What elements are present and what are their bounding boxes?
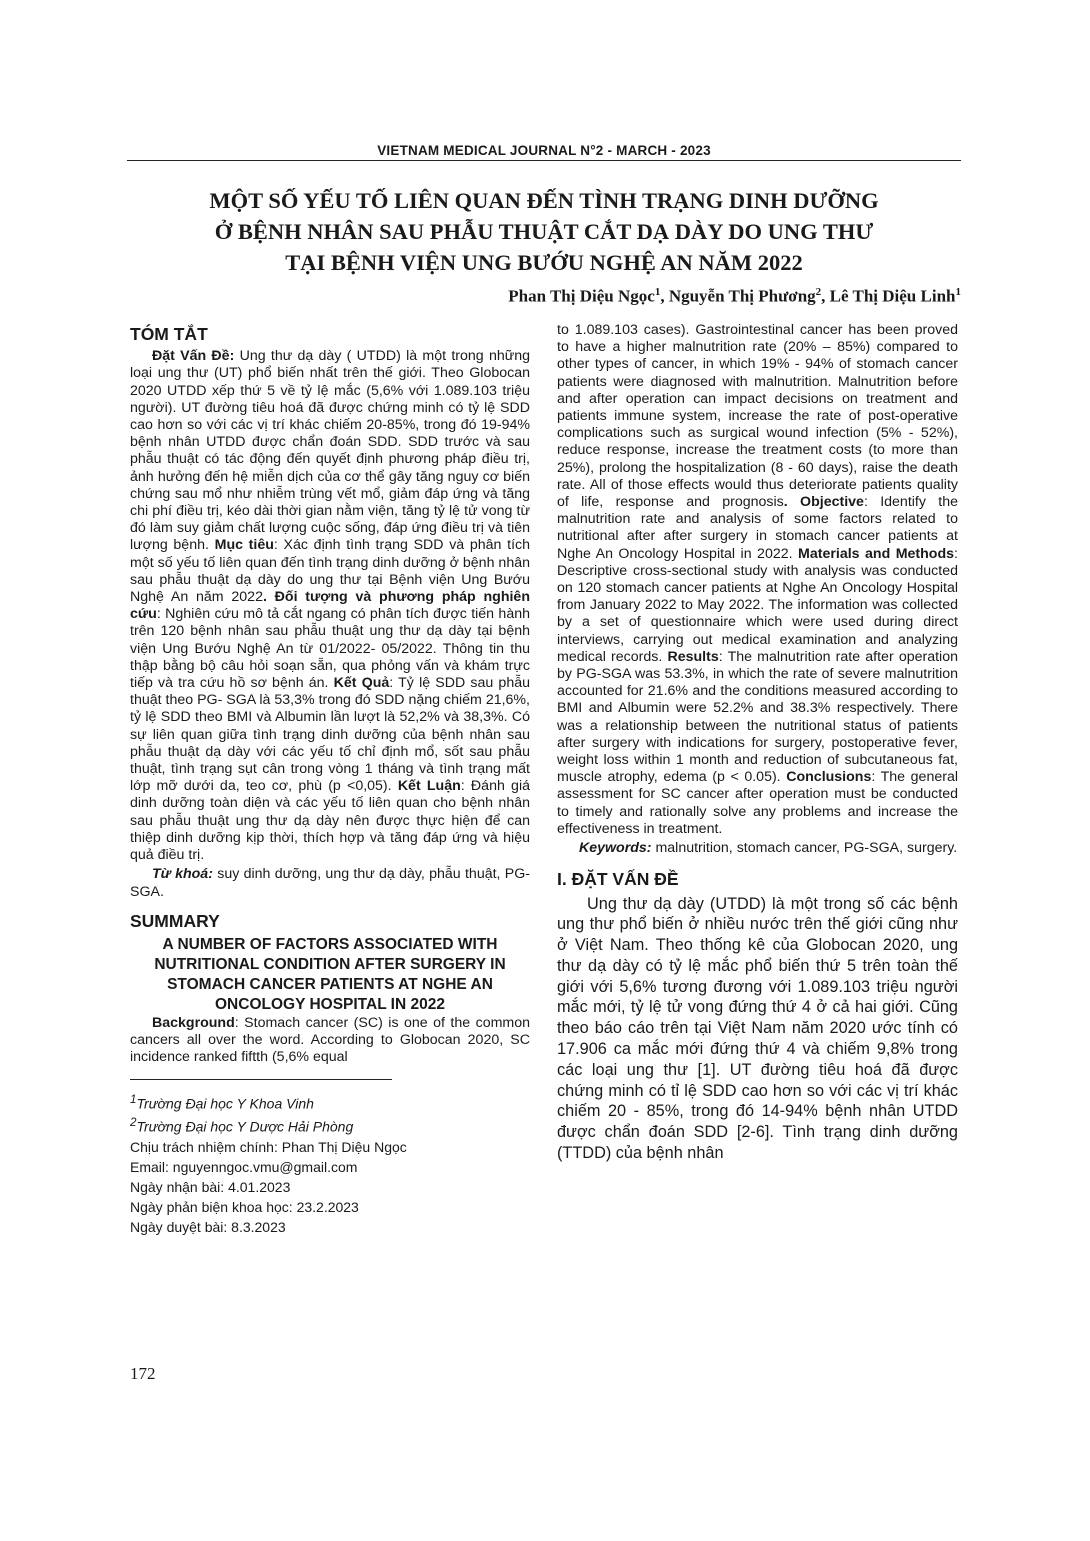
text-objective-vi: : Xác định tình trạng SDD và phân tích một số yếu tố liên quan đến tình trạng dinh dưỡng ở bệnh nhân sau phẫu thuật dạ dày do ung thư tại Bệnh viện Ung Bướu Nghệ An năm 2022: [130, 537, 531, 606]
footnote-received: Ngày nhận bài: 4.01.2023: [130, 1178, 291, 1195]
footnote-responsible: Chịu trách nhiệm chính: Phan Thị Diệu Ngọc: [130, 1138, 407, 1155]
label-keywords-vi: Từ khoá:: [152, 866, 213, 883]
text-objective-en: : Identify the malnutrition rate and analysis of some factors related to nutritional after after surgery in stomach cancer patients at Nghe An Oncology Hospital in 2022.: [557, 494, 958, 562]
author-2-affil: 2: [815, 286, 822, 298]
label-conclusions-en: Conclusions: [786, 769, 872, 786]
label-keywords-en: Keywords:: [579, 840, 652, 857]
footnote-rule: [130, 1079, 392, 1080]
text-methods-vi: : Nghiên cứu mô tả cắt ngang có phân tích được tiến hành trên 120 bệnh nhân sau phẫu thuật ung thư dạ dày tại bệnh viện Ung Bướu Nghệ An từ 01/2022- 05/2022. Thông tin thu thập bằng bộ câu hỏi soạn sẵn, qua phỏng vấn và khám trực tiếp và tra cứu hồ sơ bệnh án.: [130, 606, 530, 692]
label-background-vi: Đặt Vấn Đề:: [152, 348, 235, 365]
intro-heading: I. ĐẶT VẤN ĐỀ: [557, 869, 679, 890]
label-results-en: Results: [667, 648, 719, 665]
text-keywords-vi: suy dinh dưỡng, ung thư dạ dày, phẫu thuật, PG- SGA.: [130, 866, 531, 900]
label-methods-en: Materials and Methods: [798, 545, 955, 562]
text-results-en: : The malnutrition rate after operation by PG-SGA was 53.3%, in which the rate of severe malnutrition accounted for 21.6% and the conditions measured according to BMI and Albumin were 52.2% and 38.3% respectively. There was a relationship between the nutritional status of patients after surgery with indications for surgery, postoperative fever, weight loss within 1 month and reduction of subcutaneous fat, muscle atrophy, edema (p < 0.05).: [557, 648, 958, 786]
left-column: [130, 322, 530, 1237]
label-results-vi: Kết Quả: [333, 675, 390, 692]
page-number: 172: [130, 1364, 156, 1383]
author-3: Lê Thị Diệu Linh: [829, 286, 956, 306]
title-line-3: TẠI BỆNH VIỆN UNG BƯỚU NGHỆ AN NĂM 2022: [285, 250, 803, 275]
keywords-en: [557, 840, 958, 857]
title-line-1: MỘT SỐ YẾU TỐ LIÊN QUAN ĐẾN TÌNH TRẠNG DINH DƯỠNG: [209, 188, 879, 213]
text-conclusions-en: : The general assessment for SC cancer after operation must be conducted to timely and rationally solve any problems and increase the effectiveness in treatment.: [557, 769, 958, 837]
summary-vi-heading: TÓM TẮT: [130, 324, 208, 344]
text-methods-en: : Descriptive cross-sectional study with analysis was conducted on 120 stomach cancer patients at Nghe An Oncology Hospital from January 2022 to May 2022. The information was collected by a set of questionnaire which were used during direct interviews, carrying out medical examination and analyzing medical records.: [557, 545, 958, 665]
summary-en-title: A NUMBER OF FACTORS ASSOCIATED WITH NUTRITIONAL CONDITION AFTER SURGERY IN STOMACH CANCER PATIENTS AT NGHE AN ONCOLOGY HOSPITAL IN 2022: [154, 935, 506, 1013]
footnote-email: Email: nguyenngoc.vmu@gmail.com: [130, 1158, 358, 1175]
intro-paragraph: Ung thư dạ dày (UTDD) là một trong số các bệnh ung thư phổ biến ở nhiều nước trên thế giới cũng như ở Việt Nam. Theo thống kê của Globocan 2020, ung thư dạ dày có tỷ lệ mắc phổ biến thứ 5 trên toàn thế giới với 5,6% tương đương với 1.089.103 triệu người mắc mới, tỷ lệ tử vong đứng thứ 4 ở cả hai giới. Cũng theo báo cáo trên tại Việt Nam năm 2020 ước tính có 17.906 ca mắc mới đứng thứ 4 và chiếm 9,8% trong các loại ung thư [1]. UT đường tiêu hoá đã được chứng minh có tỉ lệ SDD cao hơn so với các vị trí khác chiếm 20 - 85%, trong đó 14-94% bệnh nhân UTDD được chẩn đoán SDD [2-6]. Tình trạng dinh dưỡng (TTDD) của bệnh nhân: [557, 894, 958, 1163]
footnote-affil-1-mark: 1: [130, 1092, 137, 1106]
footnote-affil-2-text: Trường Đại học Y Dược Hải Phòng: [136, 1118, 354, 1135]
author-sep: ,: [821, 286, 830, 306]
footnote-reviewed: Ngày phản biện khoa học: 23.2.2023: [130, 1198, 359, 1215]
text-background-en-part1: : Stomach cancer (SC) is one of the common cancers all over the word. According to Globocan 2020, SC incidence ranked fiftth (5,6% equal: [130, 1014, 530, 1066]
title-line-2: Ở BỆNH NHÂN SAU PHẪU THUẬT CẮT DẠ DÀY DO UNG THƯ: [214, 219, 874, 244]
text-conclusion-vi: : Đánh giá dinh dưỡng toàn diện và các yếu tố liên quan cho bệnh nhân sau phẫu thuật ung thư dạ dày nên được thực hiện để can thiệp dinh dưỡng kịp thời, thích hợp và tăng đáp ứng và hiệu quả điều trị.: [130, 778, 530, 864]
footnote-affil-2-mark: 2: [130, 1116, 137, 1130]
label-methods-vi: . Đối tượng và phương pháp nghiên cứu: [130, 589, 530, 623]
label-objective-en: . Objective: [783, 494, 864, 511]
label-background-en: Background: [152, 1014, 235, 1031]
journal-header: VIETNAM MEDICAL JOURNAL N°2 - MARCH - 2023: [377, 143, 711, 158]
text-results-vi: : Tỷ lệ SDD sau phẫu thuật theo PG- SGA là 53,3% trong đó SDD nặng chiếm 21,6%, tỷ lệ SDD theo BMI và Albumin lần lượt là 52,2% và 38,3%. Có sự liên quan giữa tình trạng dinh dưỡng của bệnh nhân sau phẫu thuật dạ dày với các yếu tố chỉ định mổ, sốt sau phẫu thuật, tình trạng sụt cân trong vòng 1 tháng và tình trạng mất lớp mỡ dưới da, teo cơ, phù (p <0,05).: [130, 675, 530, 795]
article-title: [127, 185, 961, 278]
footnote-approved: Ngày duyệt bài: 8.3.2023: [130, 1218, 286, 1235]
keywords-vi: [130, 866, 530, 900]
footnote-affil-2: [130, 1113, 530, 1137]
footnote-affil-1: [130, 1090, 530, 1114]
text-keywords-en: malnutrition, stomach cancer, PG-SGA, surgery.: [651, 840, 958, 857]
summary-en-heading: SUMMARY: [130, 910, 220, 931]
author-2: Nguyễn Thị Phương: [668, 286, 816, 306]
summary-en-abstract-part1: [130, 1015, 530, 1067]
right-column: [557, 322, 958, 1164]
author-3-affil: 1: [955, 286, 961, 298]
text-background-en-part2: to 1.089.103 cases). Gastrointestinal cancer has been proved to have a higher malnutrition rate (20% – 85%) compared to other types of cancer, in which 19% - 94% of stomach cancer patients were diagnosed with malnutrition. Malnutrition before and after operation can impact decisions on treatment and patients immune system, increase the rate of post-operative complications such as surgical wound infection (5% - 52%), reduce response, increase the treatment costs (to more than 25%), prolong the hospitalization (8 - 60 days), raise the death rate. All of those effects would thus deteriorate patients quality of life, response and prognosis: [557, 322, 958, 511]
footnotes: [130, 1090, 530, 1237]
summary-vi-abstract: [130, 348, 530, 864]
text-background-vi: Ung thư dạ dày ( UTDD) là một trong những loại ung thư (UT) phổ biến nhất trên thế giới. Theo Globocan 2020 UTDD xếp thứ 5 về tỷ lệ mắc (5,6% với 1.089.103 triệu người). UT đường tiêu hoá đã được chứng minh có tỷ lệ SDD cao hơn so với các vị trí khác chiếm 20-85%, trong đó 19-94% bệnh nhân UTDD được chẩn đoán SDD. SDD trước và sau phẫu thuật có tác động đến quyết định phương pháp điều trị, ảnh hưởng đến hệ miễn dịch của cơ thể gây tăng nguy cơ biến chứng sau mổ như nhiễm trùng vết mổ, giảm đáp ứng và tăng chi phí điều trị, kéo dài thời gian nằm viện, tăng tỷ lệ tử vong từ đó làm suy giảm chất lượng cuộc sống, đáp ứng điều trị và tiên lượng bệnh.: [130, 348, 531, 554]
author-list: [508, 286, 961, 307]
summary-en-abstract-part2: [557, 322, 958, 838]
author-1: Phan Thị Diệu Ngọc: [508, 286, 655, 306]
footnote-affil-1-text: Trường Đại học Y Khoa Vinh: [136, 1095, 314, 1112]
label-conclusion-vi: Kết Luận: [397, 778, 461, 795]
author-1-affil: 1: [654, 286, 661, 298]
label-objective-vi: Mục tiêu: [214, 537, 274, 554]
author-sep: ,: [660, 286, 669, 306]
header-rule: [127, 160, 961, 161]
